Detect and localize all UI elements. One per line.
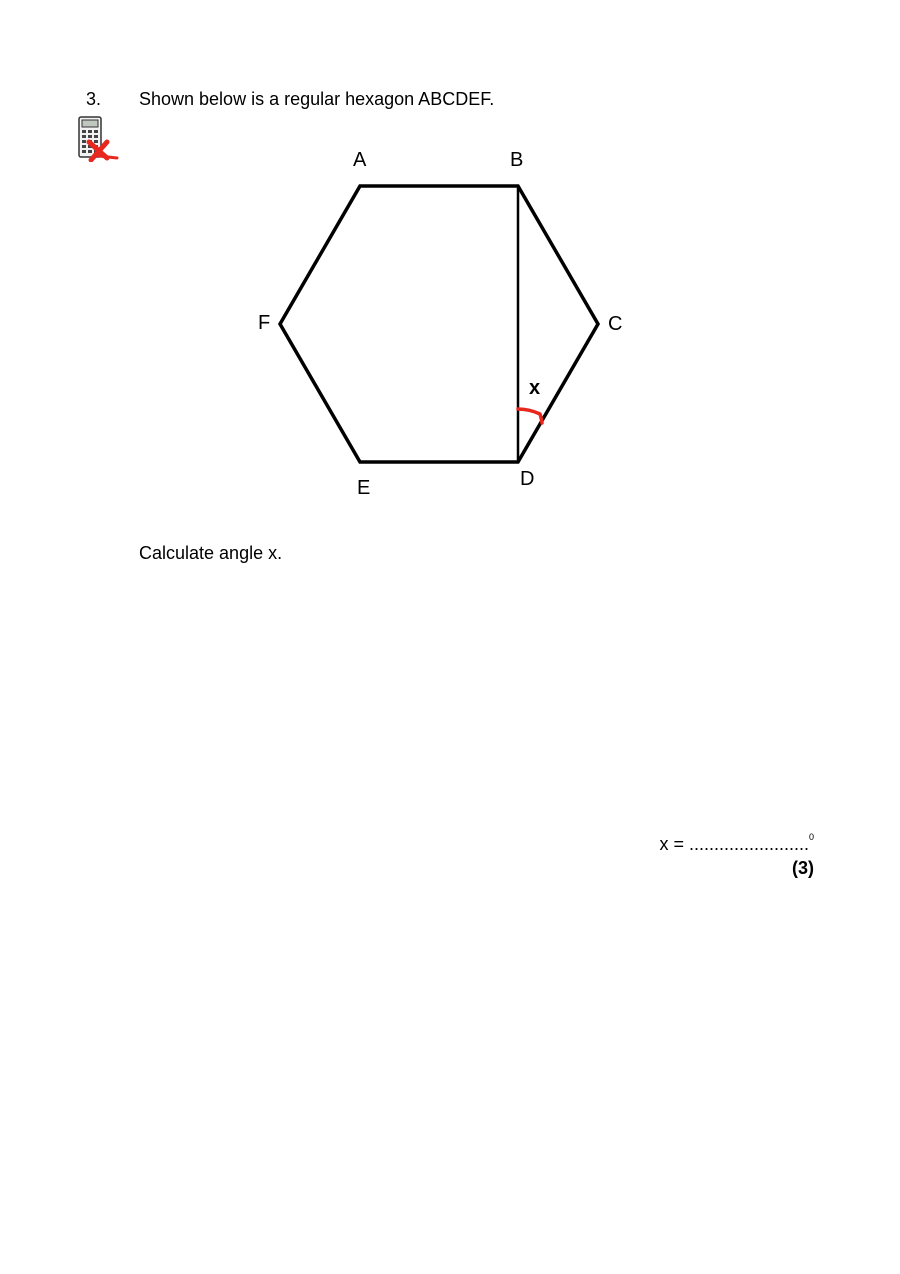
answer-prefix: x = <box>659 834 689 854</box>
answer-blank[interactable]: ........................ <box>688 834 809 854</box>
question-number: 3. <box>86 89 102 109</box>
answer-line <box>659 832 814 855</box>
hexagon-abcdef <box>280 186 598 462</box>
question-text: Shown below is a regular hexagon ABCDEF. <box>139 89 495 109</box>
vertex-label-f: F <box>258 312 271 334</box>
no-calculator-icon <box>77 116 119 162</box>
marks-label: (3) <box>792 858 814 878</box>
vertex-label-b: B <box>510 149 524 171</box>
angle-x-arc <box>518 409 542 423</box>
hexagon-diagram <box>240 140 660 510</box>
vertex-label-e: E <box>357 477 371 499</box>
angle-x-label: x <box>529 377 541 399</box>
calculate-prompt: Calculate angle x. <box>139 543 283 563</box>
degree-symbol: 0 <box>808 832 814 842</box>
vertex-label-c: C <box>608 313 623 335</box>
vertex-label-a: A <box>353 149 367 171</box>
vertex-label-d: D <box>520 468 535 490</box>
